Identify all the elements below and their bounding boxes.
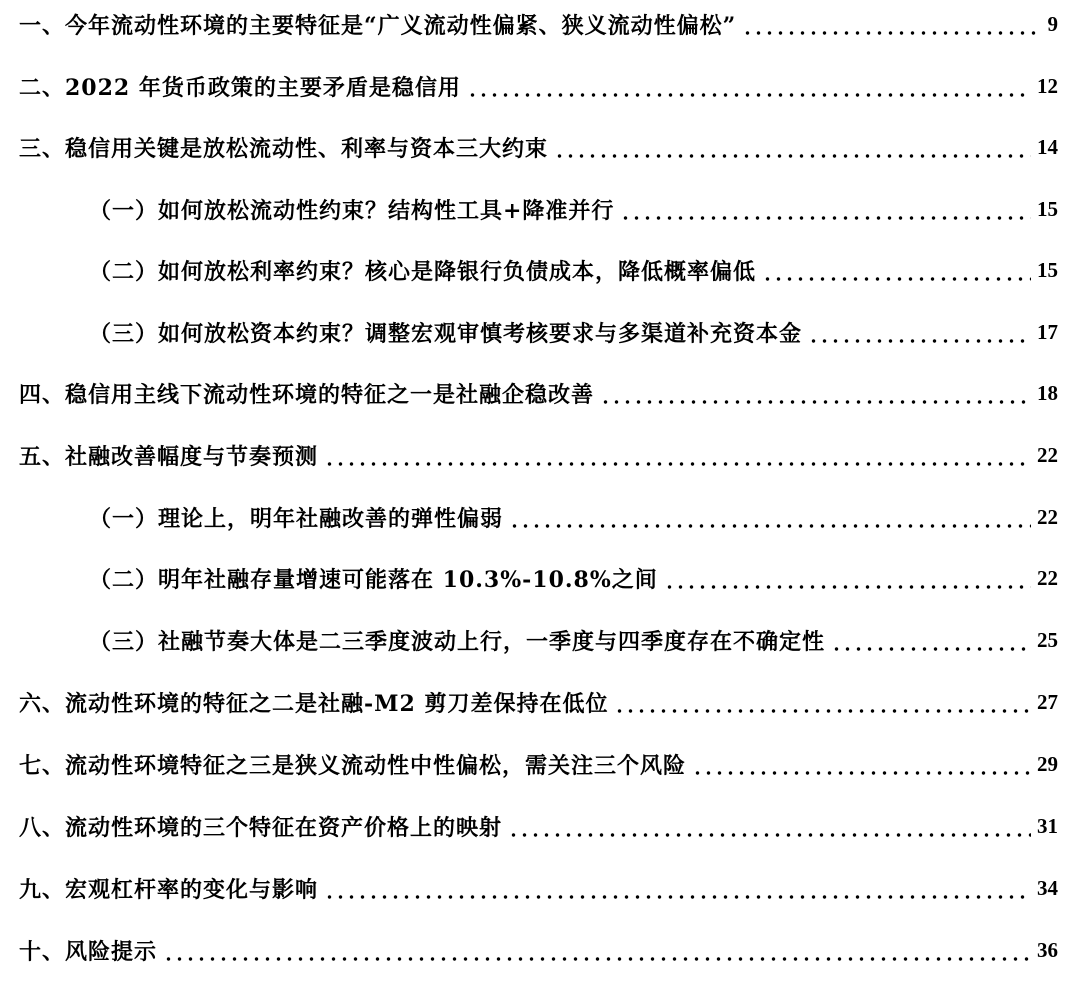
toc-dot-leader [509, 524, 1031, 528]
toc-entry-title: （三）如何放松资本约束？调整宏观审慎考核要求与多渠道补充资本金 [89, 320, 803, 347]
toc-page-number: 18 [1037, 380, 1058, 405]
toc-entry[interactable] [0, 620, 1080, 660]
toc-entry[interactable] [0, 250, 1080, 290]
toc-entry[interactable] [0, 682, 1080, 722]
toc-page-number: 34 [1037, 875, 1058, 900]
toc-entry-title: （二）明年社融存量增速可能落在 10.3%-10.8%之间 [89, 566, 658, 593]
toc-page-number: 15 [1037, 257, 1058, 282]
toc-entry[interactable] [0, 312, 1080, 352]
toc-entry[interactable] [0, 930, 1080, 970]
toc-dot-leader [808, 339, 1031, 343]
toc-entry-title: 十、风险提示 [19, 938, 158, 965]
toc-entry-title: 六、流动性环境的特征之二是社融-M2 剪刀差保持在低位 [19, 690, 609, 717]
toc-page-number: 25 [1037, 627, 1058, 652]
toc-page-number: 9 [1047, 11, 1058, 36]
toc-entry-title: 九、宏观杠杆率的变化与影响 [19, 876, 319, 903]
toc-entry[interactable] [0, 435, 1080, 475]
toc-entry-title: （一）理论上，明年社融改善的弹性偏弱 [89, 505, 504, 532]
toc-entry-title: 三、稳信用关键是放松流动性、利率与资本三大约束 [19, 135, 549, 162]
toc-entry-title: 八、流动性环境的三个特征在资产价格上的映射 [19, 814, 503, 841]
toc-entry[interactable] [0, 189, 1080, 229]
toc-page-number: 36 [1037, 937, 1058, 962]
toc-page-number: 22 [1037, 565, 1058, 590]
toc-entry[interactable] [0, 806, 1080, 846]
toc-dot-leader [554, 154, 1031, 158]
toc-page-number: 31 [1037, 813, 1058, 838]
toc-page-number: 15 [1037, 196, 1058, 221]
toc-dot-leader [742, 31, 1038, 35]
toc-page-number: 29 [1037, 751, 1058, 776]
toc-entry[interactable] [0, 127, 1080, 167]
toc-dot-leader [831, 647, 1031, 651]
toc-dot-leader [692, 771, 1031, 775]
toc-dot-leader [467, 93, 1031, 97]
toc-dot-leader [324, 462, 1031, 466]
toc-entry[interactable] [0, 373, 1080, 413]
toc-entry-title: （三）社融节奏大体是二三季度波动上行，一季度与四季度存在不确定性 [89, 628, 826, 655]
toc-page-number: 22 [1037, 504, 1058, 529]
toc-entry-title: 五、社融改善幅度与节奏预测 [19, 443, 319, 470]
toc-entry-title: 七、流动性环境特征之三是狭义流动性中性偏松，需关注三个风险 [19, 752, 687, 779]
toc-page-number: 22 [1037, 442, 1058, 467]
toc-entry-title: （二）如何放松利率约束？核心是降银行负债成本，降低概率偏低 [89, 258, 757, 285]
toc-dot-leader [762, 277, 1031, 281]
toc-dot-leader [614, 709, 1031, 713]
toc-dot-leader [620, 216, 1031, 220]
toc-entry[interactable] [0, 744, 1080, 784]
toc-entry[interactable] [0, 4, 1080, 44]
toc-page-number: 27 [1037, 689, 1058, 714]
toc-entry[interactable] [0, 497, 1080, 537]
toc-page-number: 12 [1037, 73, 1058, 98]
toc-page-number: 17 [1037, 319, 1058, 344]
toc-entry[interactable] [0, 66, 1080, 106]
toc-entry-title: （一）如何放松流动性约束？结构性工具+降准并行 [89, 197, 615, 224]
toc-entry[interactable] [0, 868, 1080, 908]
toc-page-number: 14 [1037, 134, 1058, 159]
toc-entry-title: 一、今年流动性环境的主要特征是“广义流动性偏紧、狭义流动性偏松” [19, 12, 737, 39]
toc-dot-leader [324, 895, 1031, 899]
toc-entry-title: 二、2022 年货币政策的主要矛盾是稳信用 [19, 74, 461, 101]
toc-entry[interactable] [0, 558, 1080, 598]
toc-dot-leader [508, 833, 1031, 837]
toc-dot-leader [600, 400, 1031, 404]
toc-dot-leader [163, 957, 1031, 961]
toc-dot-leader [664, 585, 1031, 589]
toc-entry-title: 四、稳信用主线下流动性环境的特征之一是社融企稳改善 [19, 381, 595, 408]
